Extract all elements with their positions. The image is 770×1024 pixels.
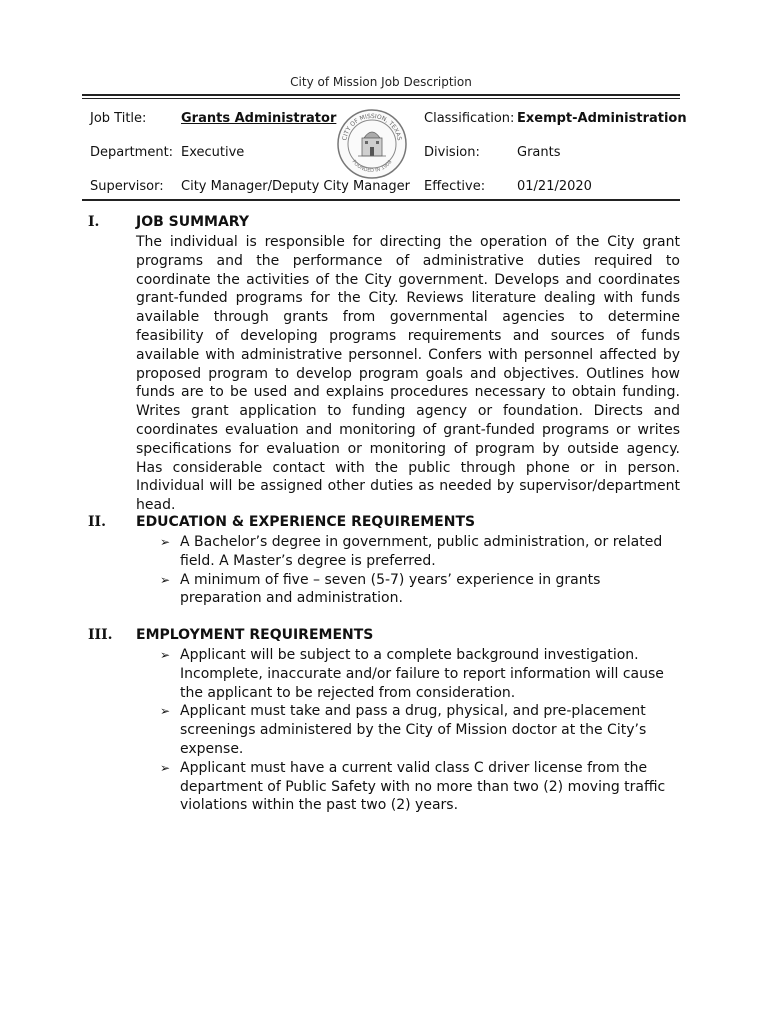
arrow-bullet-icon: ➢ bbox=[160, 535, 171, 549]
section-job-summary bbox=[88, 214, 680, 514]
requirements-list bbox=[160, 533, 680, 608]
effective-value: 01/21/2020 bbox=[517, 179, 592, 194]
section-heading: EMPLOYMENT REQUIREMENTS bbox=[136, 627, 374, 643]
section-employment-requirements bbox=[88, 627, 680, 827]
list-item-text: A minimum of five – seven (5-7) years’ experience in grants preparation and administration. bbox=[180, 571, 601, 607]
document-title: City of Mission Job Description bbox=[290, 75, 472, 89]
division-value: Grants bbox=[517, 145, 561, 160]
classification-label: Classification: bbox=[424, 111, 515, 126]
section-education-experience bbox=[88, 514, 680, 614]
arrow-bullet-icon: ➢ bbox=[160, 704, 171, 719]
job-title-value: Grants Administrator bbox=[181, 111, 337, 126]
section-numeral: II. bbox=[88, 514, 106, 530]
city-seal-logo bbox=[336, 108, 408, 180]
supervisor-label: Supervisor: bbox=[90, 179, 164, 194]
seal-text-bottom: FOUNDED IN 1908 bbox=[350, 159, 394, 175]
arrow-bullet-icon: ➢ bbox=[160, 572, 171, 587]
job-title-label: Job Title: bbox=[90, 111, 147, 126]
effective-label: Effective: bbox=[424, 179, 486, 194]
header-rule-thin bbox=[82, 98, 680, 99]
header-rule-bottom bbox=[82, 199, 680, 201]
list-item-text: A Bachelor’s degree in government, public administration, or related field. A Master’s degree is preferred. bbox=[180, 534, 663, 569]
list-item-text: Applicant will be subject to a complete background investigation. Incomplete, inaccurate and/or failure to report information will cause the applicant to be rejected from consideration. bbox=[180, 647, 664, 701]
list-item-text: Applicant must take and pass a drug, physical, and pre-placement screenings administered by the City of Mission doctor at the City’s expense. bbox=[180, 703, 647, 757]
division-label: Division: bbox=[424, 145, 480, 160]
section-numeral: III. bbox=[88, 627, 113, 643]
seal-text-top: CITY OF MISSION, TEXAS bbox=[341, 112, 403, 142]
list-item bbox=[160, 571, 680, 609]
list-item bbox=[160, 646, 680, 702]
list-item-text: Applicant must have a current valid class C driver license from the department of Public Safety with no more than two (2) moving traffic violations within the past two (2) years. bbox=[180, 759, 666, 814]
department-label: Department: bbox=[90, 145, 174, 160]
requirements-list bbox=[160, 646, 680, 815]
section-paragraph: The individual is responsible for directing the operation of the City grant programs and the performance of administrative duties required to coordinate the activities of the City government. Develops and coordinates grant-funded programs for the City. Reviews literature dealing with funds available through grants from governmental agencies to determine feasibility of developing programs requirements and sources of funds available with administrative personnel. Confers with personnel affected by proposed program to develop program goals and objectives. Outlines how funds are to be used and explains procedures necessary to obtain funding. Writes grant application to funding agency or foundation. Directs and coordinates evaluation and monitoring of grant-funded programs or writes specifications for evaluation or monitoring of program by outside agency. Has considerable contact with the public through phone or in person. Individual will be assigned other duties as needed by supervisor/department head. bbox=[136, 234, 680, 514]
section-heading: EDUCATION & EXPERIENCE REQUIREMENTS bbox=[136, 514, 476, 530]
list-item bbox=[160, 759, 680, 815]
arrow-bullet-icon: ➢ bbox=[160, 648, 171, 662]
list-item bbox=[160, 533, 680, 571]
section-numeral: I. bbox=[88, 214, 100, 230]
list-item bbox=[160, 702, 680, 758]
supervisor-value: City Manager/Deputy City Manager bbox=[181, 179, 410, 194]
section-heading: JOB SUMMARY bbox=[136, 214, 249, 230]
department-value: Executive bbox=[181, 145, 245, 160]
classification-value: Exempt-Administration bbox=[517, 111, 687, 126]
arrow-bullet-icon: ➢ bbox=[160, 760, 171, 775]
header-rule-thick bbox=[82, 94, 680, 96]
